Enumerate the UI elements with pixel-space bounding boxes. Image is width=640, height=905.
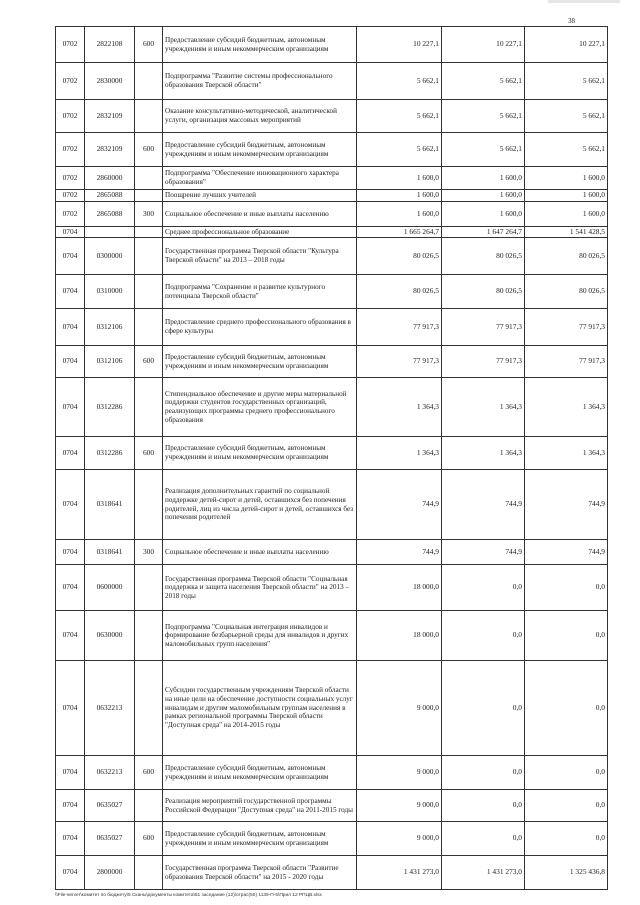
- amount-year3-cell: 10 227,1: [525, 27, 608, 63]
- target-code-cell: 0318641: [85, 540, 135, 565]
- section-code-cell: 0704: [56, 437, 85, 470]
- amount-year3-cell: 0,0: [525, 790, 608, 822]
- item-name-cell: Предоставление субсидий бюджетным, автономным учреждениям и иным некоммерческим организациям: [163, 133, 357, 167]
- table-row: [56, 856, 608, 890]
- expense-type-cell: [135, 190, 163, 202]
- amount-year3-cell: 5 662,1: [525, 63, 608, 100]
- amount-year1-cell: 744,9: [357, 540, 442, 565]
- item-name-cell: Субсидии государственным учреждениям Тверской области на иные цели на обеспечение доступности социальных услуг инвалидам и другим маломобильным группам населения в рамках региональной программы Тверской области "Доступная среда" на 2014-2015 годы: [163, 661, 357, 756]
- amount-year2-cell: 1 600,0: [442, 202, 525, 227]
- amount-year2-cell: 0,0: [442, 790, 525, 822]
- expense-type-cell: 600: [135, 756, 163, 790]
- amount-year1-cell: 9 000,0: [357, 756, 442, 790]
- section-code-cell: 0704: [56, 822, 85, 856]
- amount-year2-cell: 1 647 264,7: [442, 227, 525, 238]
- amount-year2-cell: 1 364,3: [442, 437, 525, 470]
- amount-year1-cell: 9 000,0: [357, 661, 442, 756]
- section-code-cell: 0704: [56, 238, 85, 275]
- table-row: [56, 275, 608, 309]
- expense-type-cell: 600: [135, 346, 163, 378]
- expense-type-cell: [135, 378, 163, 437]
- item-name-cell: Государственная программа Тверской области "Культура Тверской области" на 2013 – 2018 годы: [163, 238, 357, 275]
- section-code-cell: 0704: [56, 756, 85, 790]
- amount-year2-cell: 80 026,5: [442, 275, 525, 309]
- target-code-cell: 0632213: [85, 756, 135, 790]
- expense-type-cell: [135, 661, 163, 756]
- item-name-cell: Реализация мероприятий государственной программы Российской Федерации "Доступная среда" на 2011-2015 годы: [163, 790, 357, 822]
- amount-year1-cell: 1 364,3: [357, 378, 442, 437]
- amount-year1-cell: 80 026,5: [357, 275, 442, 309]
- amount-year1-cell: 5 662,1: [357, 63, 442, 100]
- table-row: [56, 309, 608, 346]
- amount-year2-cell: 744,9: [442, 540, 525, 565]
- table-row: [56, 565, 608, 611]
- budget-table: [55, 26, 608, 890]
- expense-type-cell: [135, 565, 163, 611]
- amount-year2-cell: 5 662,1: [442, 100, 525, 133]
- expense-type-cell: 600: [135, 133, 163, 167]
- amount-year2-cell: 77 917,3: [442, 346, 525, 378]
- table-row: [56, 27, 608, 63]
- expense-type-cell: [135, 238, 163, 275]
- amount-year1-cell: 18 000,0: [357, 565, 442, 611]
- amount-year2-cell: 77 917,3: [442, 309, 525, 346]
- amount-year3-cell: 1 364,3: [525, 437, 608, 470]
- target-code-cell: 2800000: [85, 856, 135, 890]
- table-row: [56, 63, 608, 100]
- table-body: [56, 27, 608, 890]
- expense-type-cell: 600: [135, 822, 163, 856]
- amount-year3-cell: 0,0: [525, 822, 608, 856]
- table-row: [56, 661, 608, 756]
- table-row: [56, 238, 608, 275]
- amount-year2-cell: 744,9: [442, 470, 525, 540]
- amount-year3-cell: 744,9: [525, 470, 608, 540]
- section-code-cell: 0704: [56, 346, 85, 378]
- table-row: [56, 756, 608, 790]
- table-row: [56, 378, 608, 437]
- amount-year1-cell: 1 364,3: [357, 437, 442, 470]
- expense-type-cell: 600: [135, 437, 163, 470]
- item-name-cell: Подпрограмма "Обеспечение инновационного характера образования": [163, 167, 357, 190]
- section-code-cell: 0702: [56, 27, 85, 63]
- amount-year1-cell: 10 227,1: [357, 27, 442, 63]
- expense-type-cell: 600: [135, 27, 163, 63]
- expense-type-cell: [135, 790, 163, 822]
- target-code-cell: 0310000: [85, 275, 135, 309]
- section-code-cell: 0702: [56, 133, 85, 167]
- target-code-cell: 2832109: [85, 133, 135, 167]
- item-name-cell: Предоставление субсидий бюджетным, автономным учреждениям и иным некоммерческим организациям: [163, 756, 357, 790]
- table-row: [56, 202, 608, 227]
- amount-year1-cell: 1 431 273,0: [357, 856, 442, 890]
- section-code-cell: 0704: [56, 661, 85, 756]
- target-code-cell: 0300000: [85, 238, 135, 275]
- target-code-cell: 0312106: [85, 309, 135, 346]
- section-code-cell: 0704: [56, 565, 85, 611]
- amount-year2-cell: 0,0: [442, 756, 525, 790]
- item-name-cell: Стипендиальное обеспечение и другие меры материальной поддержки студентов государственных организаций, реализующих программы среднего профессионального образования: [163, 378, 357, 437]
- section-code-cell: 0704: [56, 540, 85, 565]
- expense-type-cell: [135, 309, 163, 346]
- section-code-cell: 0704: [56, 790, 85, 822]
- section-code-cell: 0702: [56, 190, 85, 202]
- amount-year2-cell: 1 431 273,0: [442, 856, 525, 890]
- amount-year3-cell: 0,0: [525, 756, 608, 790]
- target-code-cell: 2832109: [85, 100, 135, 133]
- section-code-cell: 0704: [56, 275, 85, 309]
- item-name-cell: Реализация дополнительных гарантий по социальной поддержке детей-сирот и детей, оставшихся без попечения родителей, лиц из числа детей-сирот и детей, оставшихся без попечения родителей: [163, 470, 357, 540]
- amount-year2-cell: 80 026,5: [442, 238, 525, 275]
- item-name-cell: Подпрограмма "Социальная интеграция инвалидов и формирование безбарьерной среды для инвалидов и других маломобильных групп населения": [163, 611, 357, 661]
- table-row: [56, 190, 608, 202]
- expense-type-cell: [135, 856, 163, 890]
- expense-type-cell: [135, 227, 163, 238]
- target-code-cell: 0312286: [85, 378, 135, 437]
- target-code-cell: 2865088: [85, 202, 135, 227]
- table-row: [56, 540, 608, 565]
- amount-year3-cell: 0,0: [525, 611, 608, 661]
- amount-year3-cell: 80 026,5: [525, 275, 608, 309]
- section-code-cell: 0704: [56, 378, 85, 437]
- target-code-cell: 2830000: [85, 63, 135, 100]
- amount-year2-cell: 1 600,0: [442, 190, 525, 202]
- table-row: [56, 470, 608, 540]
- amount-year1-cell: 1 600,0: [357, 167, 442, 190]
- target-code-cell: 0312286: [85, 437, 135, 470]
- target-code-cell: 0630000: [85, 611, 135, 661]
- item-name-cell: Государственная программа Тверской области "Развитие образования Тверской области" на 2015 - 2020 годы: [163, 856, 357, 890]
- amount-year1-cell: 77 917,3: [357, 309, 442, 346]
- table-row: [56, 100, 608, 133]
- amount-year3-cell: 5 662,1: [525, 100, 608, 133]
- expense-type-cell: 300: [135, 540, 163, 565]
- item-name-cell: Предоставление субсидий бюджетным, автономным учреждениям и иным некоммерческим организациям: [163, 27, 357, 63]
- amount-year3-cell: 1 600,0: [525, 190, 608, 202]
- page-number: 38: [568, 17, 575, 25]
- expense-type-cell: [135, 63, 163, 100]
- table-row: [56, 822, 608, 856]
- table-row: [56, 133, 608, 167]
- table-row: [56, 227, 608, 238]
- table-row: [56, 611, 608, 661]
- amount-year3-cell: 77 917,3: [525, 346, 608, 378]
- section-code-cell: 0704: [56, 470, 85, 540]
- item-name-cell: Социальное обеспечение и иные выплаты населению: [163, 202, 357, 227]
- target-code-cell: 2822108: [85, 27, 135, 63]
- file-path-footer: \\File-server\комитет по бюджету\5 Сканы\документы комитета\51 заседание (12)\отрас(50) 1139-П-5\Прил 12 РПЦВ.xlsx: [55, 893, 322, 898]
- item-name-cell: Подпрограмма "Развитие системы профессионального образования Тверской области": [163, 63, 357, 100]
- expense-type-cell: [135, 275, 163, 309]
- table-row: [56, 437, 608, 470]
- section-code-cell: 0704: [56, 611, 85, 661]
- amount-year2-cell: 5 662,1: [442, 133, 525, 167]
- expense-type-cell: 300: [135, 202, 163, 227]
- target-code-cell: 0312106: [85, 346, 135, 378]
- section-code-cell: 0702: [56, 100, 85, 133]
- amount-year2-cell: 1 600,0: [442, 167, 525, 190]
- amount-year1-cell: 744,9: [357, 470, 442, 540]
- item-name-cell: Поощрение лучших учителей: [163, 190, 357, 202]
- item-name-cell: Государственная программа Тверской области "Социальная поддержка и защита населения Тверской области" на 2013 – 2018 годы: [163, 565, 357, 611]
- target-code-cell: 0318641: [85, 470, 135, 540]
- amount-year2-cell: 10 227,1: [442, 27, 525, 63]
- target-code-cell: 0632213: [85, 661, 135, 756]
- target-code-cell: 2865088: [85, 190, 135, 202]
- item-name-cell: Предоставление субсидий бюджетным, автономным учреждениям и иным некоммерческим организациям: [163, 822, 357, 856]
- item-name-cell: Предоставление субсидий бюджетным, автономным учреждениям и иным некоммерческим организациям: [163, 437, 357, 470]
- expense-type-cell: [135, 167, 163, 190]
- target-code-cell: 0635027: [85, 790, 135, 822]
- amount-year1-cell: 5 662,1: [357, 133, 442, 167]
- item-name-cell: Среднее профессиональное образование: [163, 227, 357, 238]
- amount-year2-cell: 0,0: [442, 565, 525, 611]
- amount-year3-cell: 744,9: [525, 540, 608, 565]
- amount-year3-cell: 1 541 428,5: [525, 227, 608, 238]
- scan-edge-mark: [548, 0, 620, 3]
- amount-year2-cell: 0,0: [442, 661, 525, 756]
- section-code-cell: 0704: [56, 309, 85, 346]
- target-code-cell: 0600000: [85, 565, 135, 611]
- section-code-cell: 0704: [56, 227, 85, 238]
- target-code-cell: 2860000: [85, 167, 135, 190]
- amount-year1-cell: 9 000,0: [357, 790, 442, 822]
- amount-year1-cell: 18 000,0: [357, 611, 442, 661]
- expense-type-cell: [135, 470, 163, 540]
- amount-year1-cell: 9 000,0: [357, 822, 442, 856]
- amount-year3-cell: 1 600,0: [525, 202, 608, 227]
- expense-type-cell: [135, 100, 163, 133]
- table-row: [56, 346, 608, 378]
- amount-year3-cell: 1 364,3: [525, 378, 608, 437]
- expense-type-cell: [135, 611, 163, 661]
- amount-year2-cell: 1 364,3: [442, 378, 525, 437]
- amount-year1-cell: 1 665 264,7: [357, 227, 442, 238]
- amount-year1-cell: 5 662,1: [357, 100, 442, 133]
- amount-year3-cell: 80 026,5: [525, 238, 608, 275]
- item-name-cell: Подпрограмма "Сохранение и развитие культурного потенциала Тверской области": [163, 275, 357, 309]
- table-row: [56, 167, 608, 190]
- item-name-cell: Предоставление субсидий бюджетным, автономным учреждениям и иным некоммерческим организациям: [163, 346, 357, 378]
- amount-year3-cell: 1 600,0: [525, 167, 608, 190]
- section-code-cell: 0702: [56, 167, 85, 190]
- amount-year1-cell: 77 917,3: [357, 346, 442, 378]
- item-name-cell: Социальное обеспечение и иные выплаты населению: [163, 540, 357, 565]
- amount-year1-cell: 1 600,0: [357, 202, 442, 227]
- target-code-cell: 0635027: [85, 822, 135, 856]
- amount-year2-cell: 5 662,1: [442, 63, 525, 100]
- amount-year3-cell: 1 325 436,8: [525, 856, 608, 890]
- section-code-cell: 0704: [56, 856, 85, 890]
- amount-year3-cell: 0,0: [525, 565, 608, 611]
- amount-year2-cell: 0,0: [442, 611, 525, 661]
- item-name-cell: Оказание консультативно-методической, аналитической услуги, организация массовых мероприятий: [163, 100, 357, 133]
- amount-year3-cell: 5 662,1: [525, 133, 608, 167]
- amount-year3-cell: 77 917,3: [525, 309, 608, 346]
- item-name-cell: Предоставление среднего профессионального образования в сфере культуры: [163, 309, 357, 346]
- amount-year1-cell: 1 600,0: [357, 190, 442, 202]
- target-code-cell: [85, 227, 135, 238]
- section-code-cell: 0702: [56, 63, 85, 100]
- table-row: [56, 790, 608, 822]
- amount-year2-cell: 0,0: [442, 822, 525, 856]
- amount-year3-cell: 0,0: [525, 661, 608, 756]
- section-code-cell: 0702: [56, 202, 85, 227]
- amount-year1-cell: 80 026,5: [357, 238, 442, 275]
